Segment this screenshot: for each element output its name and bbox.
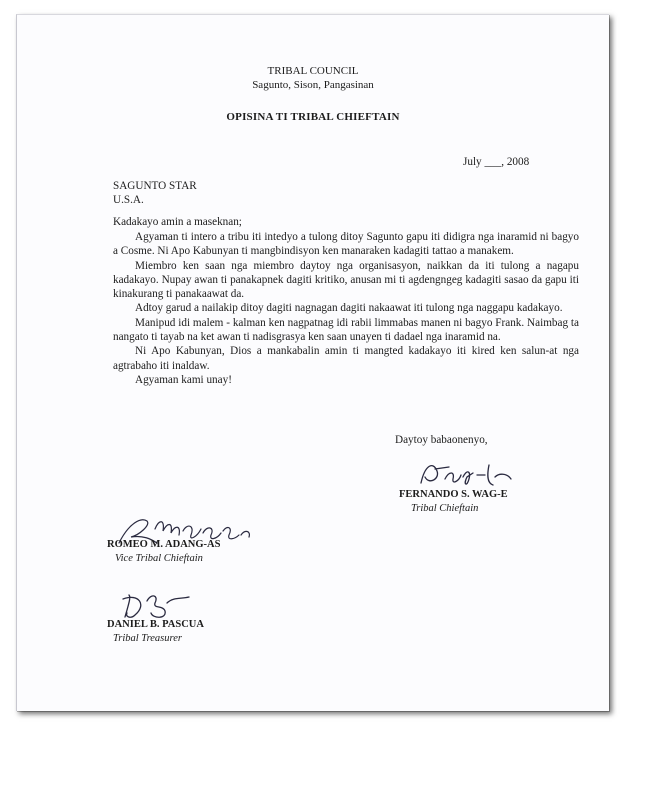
- recipient-country: U.S.A.: [113, 194, 144, 206]
- treasurer-signature: [117, 589, 197, 623]
- paragraph: Manipud idi malem - kalman ken nagpatnag idi rabii limmabas manen ni bagyo Frank. Naimbag ta nangato ti tayab na ket awan ti nadisgrasya ken saan unayen ti dadael nga inaramid na.: [113, 316, 579, 344]
- paragraph: Ni Apo Kabunyan, Dios a mankabalin amin ti mangted kadakayo iti kired ken salun-at nga agtrabaho iti inaldaw.: [113, 345, 579, 372]
- letter-page: [16, 14, 609, 711]
- recipient-name: SAGUNTO STAR: [113, 180, 197, 192]
- chieftain-name: FERNANDO S. WAG-E: [399, 489, 508, 500]
- chieftain-title: Tribal Chieftain: [411, 503, 479, 514]
- paragraph: Adtoy garud a nailakip ditoy dagiti nagnagan dagiti nakaawat iti tulong nga naggapu kadakayo.: [135, 302, 563, 315]
- vice-chieftain-name: ROMEO M. ADANG-AS: [107, 539, 221, 550]
- council-address: Sagunto, Sison, Pangasinan: [252, 79, 374, 91]
- letter-body: [113, 230, 579, 387]
- treasurer-title: Tribal Treasurer: [113, 633, 182, 644]
- salutation: Kadakayo amin a maseknan;: [113, 216, 242, 228]
- closing-line: Daytoy babaonenyo,: [395, 434, 488, 446]
- council-name: TRIBAL COUNCIL: [267, 65, 359, 77]
- paragraph: Miembro ken saan nga miembro daytoy nga organisasyon, naikkan da iti tulong a nagapu kadakayo. Nupay awan ti panakapnek dagiti kritiko, anusan mi ti agdengngeg kadagiti sasao da gapu iti kinakurang ti panakaawat da.: [113, 259, 579, 301]
- letter-date: July ___, 2008: [463, 156, 530, 168]
- vice-chieftain-title: Vice Tribal Chieftain: [115, 553, 203, 564]
- paragraph: Agyaman kami unay!: [135, 373, 232, 386]
- paragraph: Agyaman ti intero a tribu iti intedyo a tulong ditoy Sagunto gapu iti didigra nga inaramid ni bagyo a Cosme. Ni Apo Kabunyan ti mangbindisyon ken manaraken kadagiti tattao a manakem.: [113, 231, 579, 258]
- office-title: OPISINA TI TRIBAL CHIEFTAIN: [226, 111, 400, 123]
- treasurer-name: DANIEL B. PASCUA: [107, 619, 204, 630]
